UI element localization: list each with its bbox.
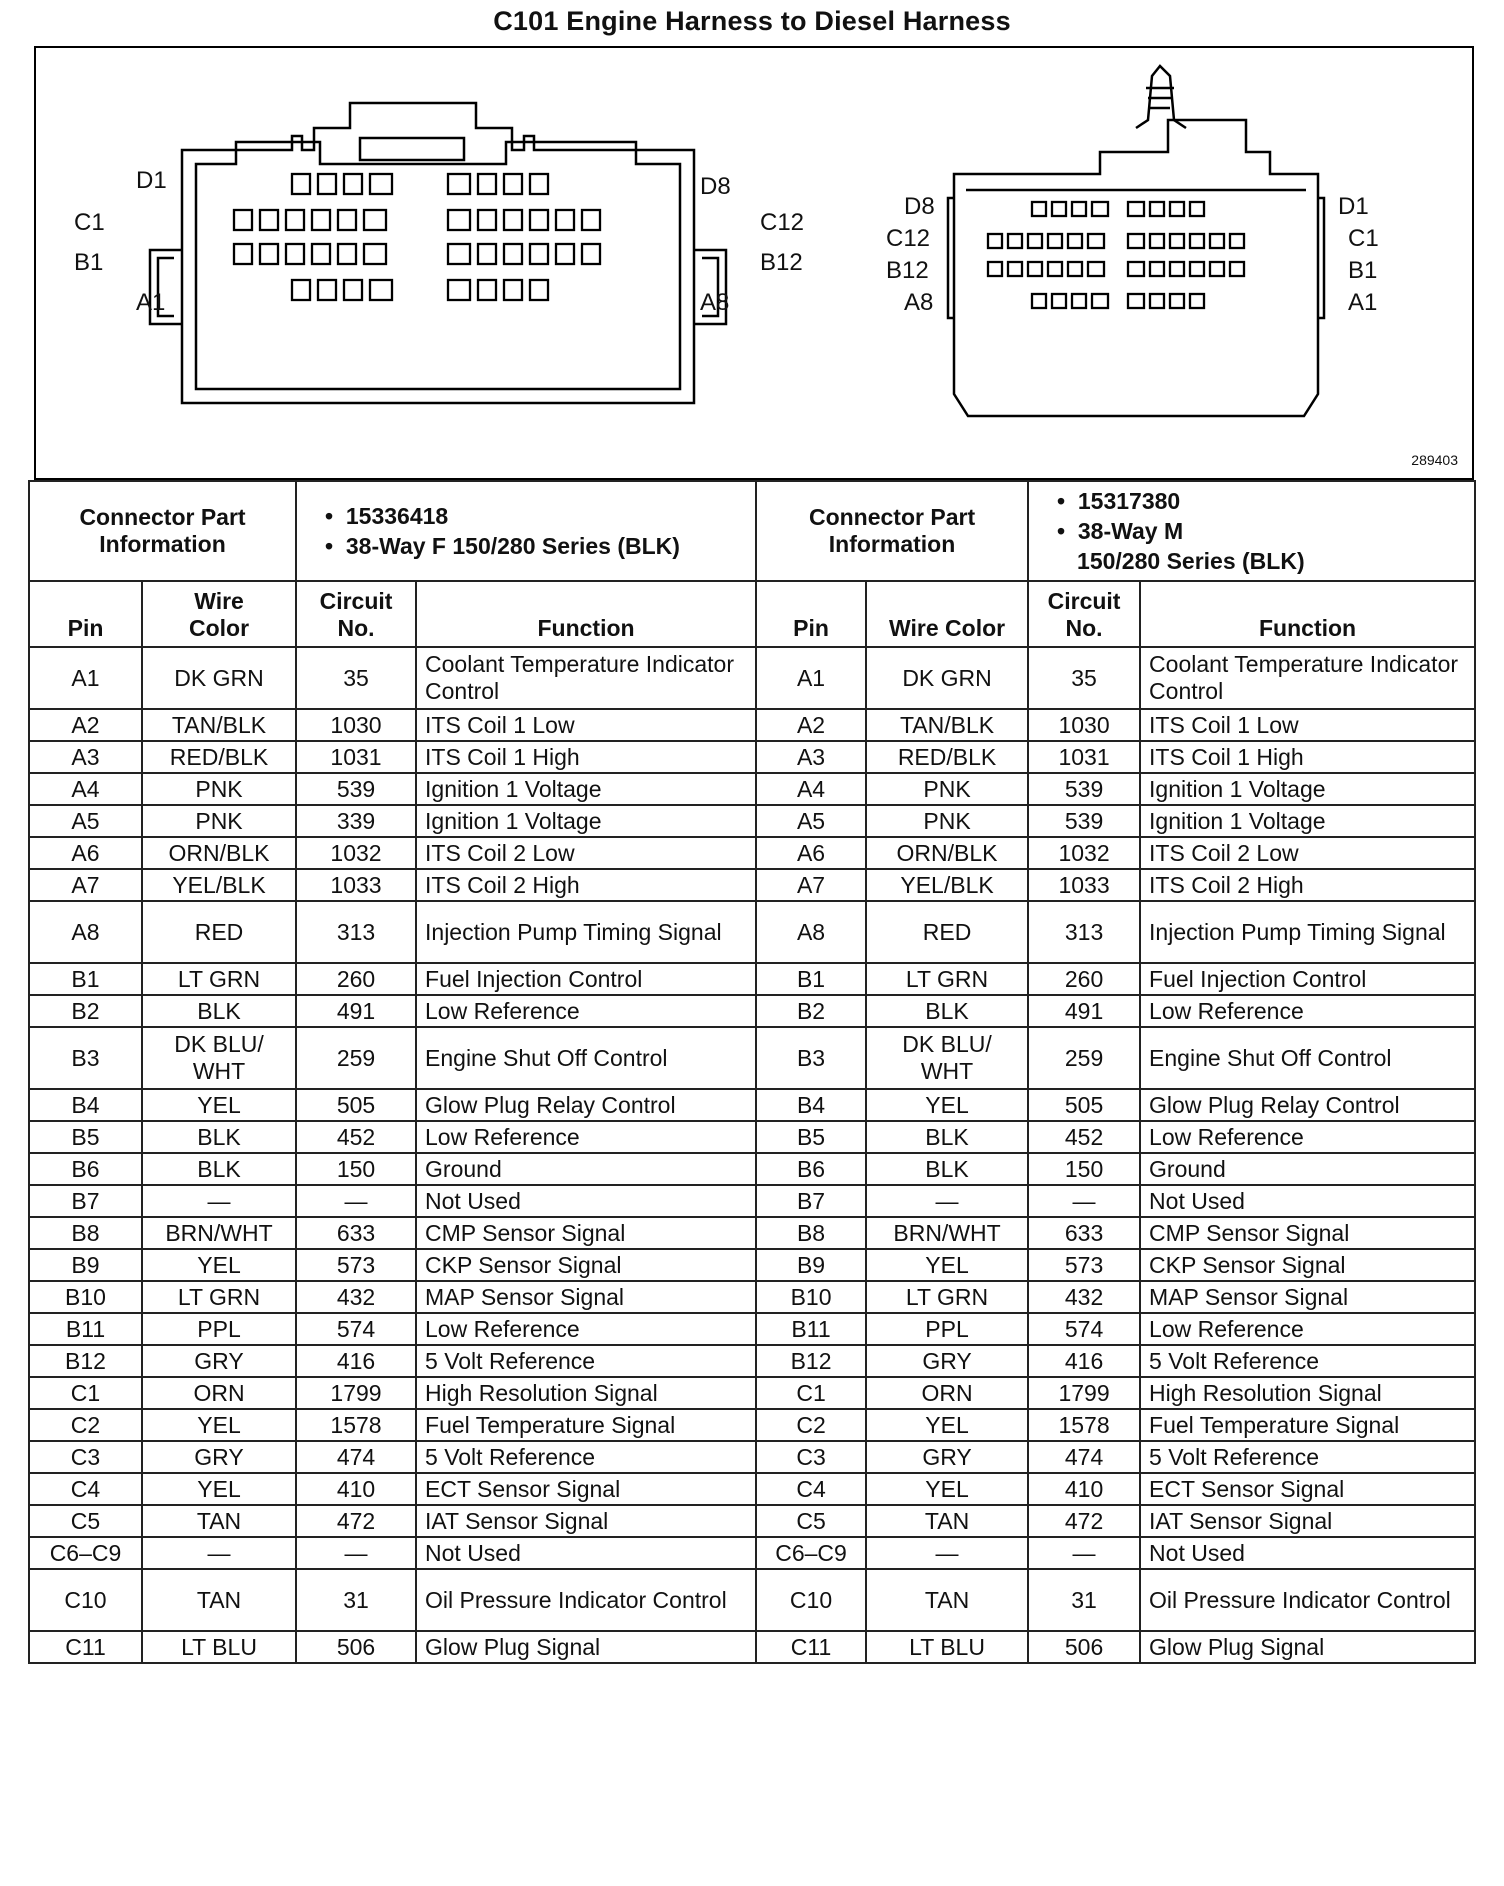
col-pin-right: Pin (756, 581, 866, 647)
cell-function: Low Reference (416, 995, 756, 1027)
cell-pin-right: A1 (756, 647, 866, 709)
cell-circuit: 573 (296, 1249, 416, 1281)
cell-pin-right: C11 (756, 1631, 866, 1663)
left-part-desc: 38-Way F 150/280 Series (BLK) (345, 533, 680, 559)
cell-circuit-right: 491 (1028, 995, 1140, 1027)
label-right-a1: A1 (1348, 289, 1378, 316)
cell-pin: A5 (29, 805, 142, 837)
cell-function-right: IAT Sensor Signal (1140, 1505, 1475, 1537)
cell-wire-color-right: BRN/WHT (866, 1217, 1028, 1249)
cell-pin: A3 (29, 741, 142, 773)
label-left-c1: C1 (74, 209, 105, 236)
cell-circuit: 35 (296, 647, 416, 709)
cell-pin-right: C2 (756, 1409, 866, 1441)
cell-pin-right: A2 (756, 709, 866, 741)
cell-circuit-right: 1031 (1028, 741, 1140, 773)
cell-function: Injection Pump Timing Signal (416, 901, 756, 963)
cell-circuit-right: 1032 (1028, 837, 1140, 869)
left-part-info-label (29, 481, 296, 581)
cell-circuit-right: 1578 (1028, 1409, 1140, 1441)
cell-pin-right: B12 (756, 1345, 866, 1377)
col-function: Function (416, 581, 756, 647)
cell-pin: B2 (29, 995, 142, 1027)
cell-pin: A4 (29, 773, 142, 805)
cell-function-right: CMP Sensor Signal (1140, 1217, 1475, 1249)
cell-function: Fuel Injection Control (416, 963, 756, 995)
cell-wire-color-right: ORN (866, 1377, 1028, 1409)
cell-wire-color: YEL (142, 1473, 296, 1505)
label-left-a8: A8 (700, 289, 730, 316)
cell-circuit: 506 (296, 1631, 416, 1663)
cell-pin-right: C1 (756, 1377, 866, 1409)
cell-wire-color: BLK (142, 1121, 296, 1153)
label-right-c1: C1 (1348, 225, 1379, 252)
cell-wire-color-right: LT GRN (866, 963, 1028, 995)
cell-pin: B10 (29, 1281, 142, 1313)
cell-pin-right: C10 (756, 1569, 866, 1631)
cell-function-right: Not Used (1140, 1537, 1475, 1569)
cell-circuit: 260 (296, 963, 416, 995)
cell-circuit-right: 35 (1028, 647, 1140, 709)
cell-circuit-right: — (1028, 1537, 1140, 1569)
cell-function: ITS Coil 2 Low (416, 837, 756, 869)
cell-pin: C2 (29, 1409, 142, 1441)
label-right-d1: D1 (1338, 193, 1369, 220)
cell-pin-right: A5 (756, 805, 866, 837)
cell-wire-color: PPL (142, 1313, 296, 1345)
left-cavities (234, 174, 600, 300)
cell-wire-color: RED/BLK (142, 741, 296, 773)
cell-circuit-right: 574 (1028, 1313, 1140, 1345)
cell-function: IAT Sensor Signal (416, 1505, 756, 1537)
cell-function: CKP Sensor Signal (416, 1249, 756, 1281)
label-left-b1: B1 (74, 249, 104, 276)
table-row (29, 647, 1475, 709)
cell-circuit-right: 452 (1028, 1121, 1140, 1153)
cell-pin: B4 (29, 1089, 142, 1121)
cell-pin-right: A6 (756, 837, 866, 869)
cell-function: ITS Coil 2 High (416, 869, 756, 901)
cell-circuit: 416 (296, 1345, 416, 1377)
label-right-b1: B1 (1348, 257, 1378, 284)
cell-function-right: MAP Sensor Signal (1140, 1281, 1475, 1313)
right-part-info-line-1: Connector Part (808, 504, 976, 530)
cell-wire-color-right: DK BLU/ WHT (866, 1027, 1028, 1089)
cell-wire-color: DK BLU/ WHT (142, 1027, 296, 1089)
right-part-info-line-2: Information (828, 531, 956, 557)
table-row (29, 901, 1475, 963)
cell-function: Oil Pressure Indicator Control (416, 1569, 756, 1631)
cell-function: 5 Volt Reference (416, 1441, 756, 1473)
cell-pin-right: A3 (756, 741, 866, 773)
cell-wire-color: DK GRN (142, 647, 296, 709)
cell-wire-color: PNK (142, 773, 296, 805)
connector-figure (34, 46, 1474, 480)
cell-circuit: 633 (296, 1217, 416, 1249)
cell-wire-color-right: DK GRN (866, 647, 1028, 709)
cell-function-right: Oil Pressure Indicator Control (1140, 1569, 1475, 1631)
table-row (29, 805, 1475, 837)
cell-pin: A6 (29, 837, 142, 869)
cell-function: ITS Coil 1 Low (416, 709, 756, 741)
cell-circuit-right: 313 (1028, 901, 1140, 963)
right-part-desc-2: 150/280 Series (BLK) (1077, 548, 1305, 574)
label-left-b12: B12 (760, 249, 803, 276)
cell-pin: B3 (29, 1027, 142, 1089)
table-row (29, 1089, 1475, 1121)
cell-circuit: 539 (296, 773, 416, 805)
table-row (29, 1631, 1475, 1663)
cell-function-right: Coolant Temperature Indicator Control (1140, 647, 1475, 709)
cell-wire-color: YEL (142, 1249, 296, 1281)
table-row (29, 773, 1475, 805)
cell-function-right: ITS Coil 1 Low (1140, 709, 1475, 741)
cell-wire-color-right: GRY (866, 1441, 1028, 1473)
right-part-desc-1: 38-Way M (1077, 518, 1184, 544)
col-wire-color: Wire Color (142, 581, 296, 647)
cell-wire-color-right: GRY (866, 1345, 1028, 1377)
cell-function-right: ITS Coil 2 Low (1140, 837, 1475, 869)
cell-circuit: 259 (296, 1027, 416, 1089)
cell-pin: B9 (29, 1249, 142, 1281)
label-left-d1: D1 (136, 167, 167, 194)
cell-wire-color-right: ORN/BLK (866, 837, 1028, 869)
table-row (29, 1345, 1475, 1377)
cell-wire-color: LT GRN (142, 1281, 296, 1313)
cell-function-right: Not Used (1140, 1185, 1475, 1217)
cell-function: ECT Sensor Signal (416, 1473, 756, 1505)
cell-pin-right: B6 (756, 1153, 866, 1185)
cell-pin-right: B7 (756, 1185, 866, 1217)
cell-function: CMP Sensor Signal (416, 1217, 756, 1249)
cell-function: Ignition 1 Voltage (416, 805, 756, 837)
table-row (29, 1153, 1475, 1185)
cell-circuit-right: 505 (1028, 1089, 1140, 1121)
cell-wire-color-right: YEL/BLK (866, 869, 1028, 901)
cell-circuit: 574 (296, 1313, 416, 1345)
table-row (29, 1185, 1475, 1217)
table-row (29, 709, 1475, 741)
cell-function: 5 Volt Reference (416, 1345, 756, 1377)
cell-wire-color: ORN (142, 1377, 296, 1409)
cell-circuit-right: 31 (1028, 1569, 1140, 1631)
left-part-info-line-1: Connector Part (79, 504, 246, 530)
cell-circuit-right: 432 (1028, 1281, 1140, 1313)
cell-function-right: Low Reference (1140, 995, 1475, 1027)
label-right-a8: A8 (904, 289, 934, 316)
cell-wire-color-right: BLK (866, 995, 1028, 1027)
table-row (29, 1249, 1475, 1281)
connector-diagram (36, 48, 1472, 478)
cell-wire-color-right: RED (866, 901, 1028, 963)
cell-function-right: Injection Pump Timing Signal (1140, 901, 1475, 963)
cell-function-right: Ignition 1 Voltage (1140, 773, 1475, 805)
cell-wire-color: YEL/BLK (142, 869, 296, 901)
col-pin: Pin (29, 581, 142, 647)
cell-function-right: Low Reference (1140, 1121, 1475, 1153)
cell-function: Not Used (416, 1185, 756, 1217)
cell-pin: B8 (29, 1217, 142, 1249)
cell-pin-right: B3 (756, 1027, 866, 1089)
cell-wire-color-right: LT BLU (866, 1631, 1028, 1663)
cell-function-right: CKP Sensor Signal (1140, 1249, 1475, 1281)
cell-pin: C10 (29, 1569, 142, 1631)
cell-wire-color: BLK (142, 995, 296, 1027)
cell-function-right: Ground (1140, 1153, 1475, 1185)
cell-circuit: 1031 (296, 741, 416, 773)
cell-circuit-right: 259 (1028, 1027, 1140, 1089)
cell-circuit: 31 (296, 1569, 416, 1631)
cell-pin-right: B9 (756, 1249, 866, 1281)
col-circuit: Circuit No. (296, 581, 416, 647)
table-row (29, 1537, 1475, 1569)
cell-circuit: 491 (296, 995, 416, 1027)
cell-pin: B6 (29, 1153, 142, 1185)
cell-circuit: 1578 (296, 1409, 416, 1441)
table-row (29, 963, 1475, 995)
cell-circuit: 1030 (296, 709, 416, 741)
cell-function: Fuel Temperature Signal (416, 1409, 756, 1441)
left-part-info-line-2: Information (99, 531, 226, 557)
cell-pin-right: B2 (756, 995, 866, 1027)
cell-circuit: 472 (296, 1505, 416, 1537)
cell-wire-color: — (142, 1185, 296, 1217)
cell-wire-color-right: YEL (866, 1089, 1028, 1121)
table-row (29, 741, 1475, 773)
cell-wire-color-right: RED/BLK (866, 741, 1028, 773)
cell-function-right: Glow Plug Relay Control (1140, 1089, 1475, 1121)
table-row (29, 1505, 1475, 1537)
cell-wire-color-right: BLK (866, 1121, 1028, 1153)
cell-circuit-right: 539 (1028, 805, 1140, 837)
cell-pin: B11 (29, 1313, 142, 1345)
cell-pin-right: B4 (756, 1089, 866, 1121)
cell-circuit: 150 (296, 1153, 416, 1185)
cell-circuit: 1799 (296, 1377, 416, 1409)
cell-pin: A7 (29, 869, 142, 901)
col-wire-color-right: Wire Color (866, 581, 1028, 647)
cell-circuit-right: 410 (1028, 1473, 1140, 1505)
cell-wire-color: GRY (142, 1441, 296, 1473)
table-row (29, 1473, 1475, 1505)
cell-wire-color: TAN (142, 1505, 296, 1537)
table-row (29, 869, 1475, 901)
cell-pin: C11 (29, 1631, 142, 1663)
cell-circuit-right: 1033 (1028, 869, 1140, 901)
cell-pin-right: C6–C9 (756, 1537, 866, 1569)
cell-wire-color-right: LT GRN (866, 1281, 1028, 1313)
right-cavities (988, 202, 1244, 308)
table-row (29, 1121, 1475, 1153)
cell-pin: C3 (29, 1441, 142, 1473)
cell-function: Glow Plug Relay Control (416, 1089, 756, 1121)
cell-circuit-right: 573 (1028, 1249, 1140, 1281)
cell-wire-color-right: YEL (866, 1409, 1028, 1441)
cell-function: Ground (416, 1153, 756, 1185)
cell-wire-color: TAN/BLK (142, 709, 296, 741)
cell-wire-color-right: — (866, 1537, 1028, 1569)
cell-circuit: 339 (296, 805, 416, 837)
cell-pin-right: B8 (756, 1217, 866, 1249)
cell-circuit: 1033 (296, 869, 416, 901)
cell-pin-right: B5 (756, 1121, 866, 1153)
cell-pin: A8 (29, 901, 142, 963)
cell-pin: B5 (29, 1121, 142, 1153)
cell-pin: B7 (29, 1185, 142, 1217)
cell-circuit: 313 (296, 901, 416, 963)
cell-pin-right: B10 (756, 1281, 866, 1313)
figure-id: 289403 (1411, 452, 1458, 468)
cell-pin-right: A7 (756, 869, 866, 901)
right-part-number: 15317380 (1077, 488, 1181, 514)
cell-wire-color: RED (142, 901, 296, 963)
cell-pin-right: B11 (756, 1313, 866, 1345)
label-right-d8: D8 (904, 193, 935, 220)
cell-function: Glow Plug Signal (416, 1631, 756, 1663)
cell-circuit-right: 474 (1028, 1441, 1140, 1473)
col-function-right: Function (1140, 581, 1475, 647)
page-title: C101 Engine Harness to Diesel Harness (493, 6, 1011, 36)
cell-wire-color: LT GRN (142, 963, 296, 995)
cell-wire-color: BLK (142, 1153, 296, 1185)
label-right-b12: B12 (886, 257, 929, 284)
cell-wire-color-right: YEL (866, 1249, 1028, 1281)
cell-function: High Resolution Signal (416, 1377, 756, 1409)
cell-function-right: 5 Volt Reference (1140, 1345, 1475, 1377)
left-connector-outline (182, 103, 694, 403)
cell-circuit-right: 416 (1028, 1345, 1140, 1377)
label-left-d8: D8 (700, 173, 731, 200)
cell-pin: B1 (29, 963, 142, 995)
cell-function: ITS Coil 1 High (416, 741, 756, 773)
cell-function-right: Fuel Temperature Signal (1140, 1409, 1475, 1441)
cell-circuit-right: 150 (1028, 1153, 1140, 1185)
cell-wire-color-right: PNK (866, 773, 1028, 805)
cell-circuit: — (296, 1185, 416, 1217)
cell-circuit-right: 506 (1028, 1631, 1140, 1663)
cell-function-right: ITS Coil 1 High (1140, 741, 1475, 773)
right-part-details: • 15317380 • 38-Way M 150/280 Series (BLK) (1028, 481, 1475, 581)
table-row (29, 1377, 1475, 1409)
cell-pin-right: C5 (756, 1505, 866, 1537)
table-row (29, 1313, 1475, 1345)
cell-function: MAP Sensor Signal (416, 1281, 756, 1313)
cell-wire-color: ORN/BLK (142, 837, 296, 869)
cell-pin: C1 (29, 1377, 142, 1409)
cell-pin: C4 (29, 1473, 142, 1505)
cell-function-right: Fuel Injection Control (1140, 963, 1475, 995)
cell-wire-color-right: TAN/BLK (866, 709, 1028, 741)
cell-wire-color: — (142, 1537, 296, 1569)
cell-wire-color-right: TAN (866, 1505, 1028, 1537)
cell-wire-color-right: YEL (866, 1473, 1028, 1505)
left-part-number: 15336418 (345, 503, 449, 529)
cell-wire-color: YEL (142, 1409, 296, 1441)
cell-wire-color: TAN (142, 1569, 296, 1631)
pinout-table (28, 480, 1476, 1664)
cell-circuit-right: 1030 (1028, 709, 1140, 741)
part-info-row (29, 481, 1475, 581)
column-header-row (29, 581, 1475, 647)
table-row (29, 1217, 1475, 1249)
cell-circuit-right: 472 (1028, 1505, 1140, 1537)
cell-function-right: ITS Coil 2 High (1140, 869, 1475, 901)
cell-circuit: 410 (296, 1473, 416, 1505)
cell-wire-color-right: BLK (866, 1153, 1028, 1185)
label-left-a1: A1 (136, 289, 166, 316)
cell-function-right: Ignition 1 Voltage (1140, 805, 1475, 837)
cell-pin: B12 (29, 1345, 142, 1377)
cell-function-right: Low Reference (1140, 1313, 1475, 1345)
table-row (29, 995, 1475, 1027)
cell-circuit-right: 539 (1028, 773, 1140, 805)
cell-function-right: Glow Plug Signal (1140, 1631, 1475, 1663)
cell-circuit-right: 1799 (1028, 1377, 1140, 1409)
cell-function: Not Used (416, 1537, 756, 1569)
cell-wire-color-right: PPL (866, 1313, 1028, 1345)
table-row (29, 1027, 1475, 1089)
cell-pin-right: A4 (756, 773, 866, 805)
cell-function: Low Reference (416, 1121, 756, 1153)
cell-circuit: 452 (296, 1121, 416, 1153)
label-left-c12: C12 (760, 209, 805, 236)
cell-wire-color: BRN/WHT (142, 1217, 296, 1249)
cell-function-right: ECT Sensor Signal (1140, 1473, 1475, 1505)
cell-function: Coolant Temperature Indicator Control (416, 647, 756, 709)
cell-circuit: 505 (296, 1089, 416, 1121)
cell-wire-color-right: PNK (866, 805, 1028, 837)
col-circuit-right: Circuit No. (1028, 581, 1140, 647)
cell-function-right: Engine Shut Off Control (1140, 1027, 1475, 1089)
cell-circuit-right: 260 (1028, 963, 1140, 995)
cell-circuit-right: 633 (1028, 1217, 1140, 1249)
table-row (29, 1281, 1475, 1313)
cell-pin-right: A8 (756, 901, 866, 963)
cell-function-right: High Resolution Signal (1140, 1377, 1475, 1409)
cell-function: Ignition 1 Voltage (416, 773, 756, 805)
cell-circuit: 432 (296, 1281, 416, 1313)
cell-pin: A1 (29, 647, 142, 709)
cell-wire-color: YEL (142, 1089, 296, 1121)
table-row (29, 1441, 1475, 1473)
cell-wire-color-right: TAN (866, 1569, 1028, 1631)
cell-pin-right: C4 (756, 1473, 866, 1505)
cell-circuit: 1032 (296, 837, 416, 869)
label-right-c12: C12 (886, 225, 931, 252)
cell-wire-color-right: — (866, 1185, 1028, 1217)
left-part-details: • 15336418 • 38-Way F 150/280 Series (BLK) (296, 481, 756, 581)
cell-wire-color: PNK (142, 805, 296, 837)
cell-pin-right: C3 (756, 1441, 866, 1473)
cell-wire-color: GRY (142, 1345, 296, 1377)
cell-circuit: 474 (296, 1441, 416, 1473)
cell-pin: C5 (29, 1505, 142, 1537)
cell-wire-color: LT BLU (142, 1631, 296, 1663)
right-part-info-label (756, 481, 1028, 581)
cell-function-right: 5 Volt Reference (1140, 1441, 1475, 1473)
table-row (29, 1569, 1475, 1631)
cell-pin-right: B1 (756, 963, 866, 995)
cell-circuit-right: — (1028, 1185, 1140, 1217)
cell-circuit: — (296, 1537, 416, 1569)
cell-function: Low Reference (416, 1313, 756, 1345)
table-row (29, 837, 1475, 869)
cell-pin: A2 (29, 709, 142, 741)
table-row (29, 1409, 1475, 1441)
cell-pin: C6–C9 (29, 1537, 142, 1569)
cell-function: Engine Shut Off Control (416, 1027, 756, 1089)
